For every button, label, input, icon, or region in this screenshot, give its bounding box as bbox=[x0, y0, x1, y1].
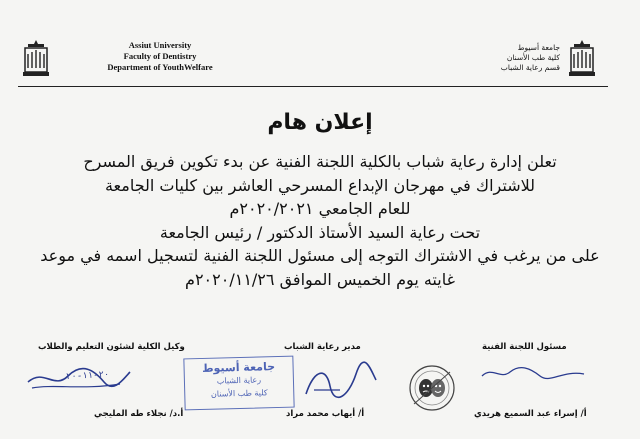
committee-title: مسئول اللجنة الفنية bbox=[482, 342, 567, 352]
university-crest-icon bbox=[20, 38, 52, 78]
university-name-ar: جامعة أسيوط bbox=[517, 43, 560, 52]
vice-dean-title: وكيل الكلية لشئون التعليم والطلاب bbox=[38, 342, 185, 352]
faculty-name-en: Faculty of Dentistry bbox=[123, 51, 197, 61]
body-line: تعلن إدارة رعاية شباب بالكلية اللجنة الفنية عن بدء تكوين فريق المسرح bbox=[83, 152, 557, 171]
header-divider bbox=[18, 86, 608, 87]
university-crest-right-icon bbox=[566, 38, 598, 78]
body-line: للعام الجامعي ٢٠٢٠/٢٠٢١م bbox=[229, 199, 411, 218]
arabic-letterhead bbox=[470, 43, 560, 73]
body-line: غايته يوم الخميس الموافق ٢٠٢٠/١١/٢٦م bbox=[185, 269, 455, 289]
theatre-masks-emblem-icon bbox=[404, 360, 460, 416]
announcement-title: إعلان هام bbox=[267, 110, 373, 135]
stamp-line-department: رعاية الشباب bbox=[216, 375, 262, 386]
stamp-line-university: جامعة أسيوط bbox=[201, 360, 276, 375]
committee-signature-icon bbox=[478, 362, 588, 384]
department-name-ar: قسم رعاية الشباب bbox=[500, 63, 560, 72]
stamp-line-faculty: كلية طب الأسنان bbox=[210, 388, 268, 399]
university-name-en: Assiut University bbox=[128, 40, 192, 50]
youth-director-title: مدير رعاية الشباب bbox=[284, 342, 361, 352]
announcement-body bbox=[22, 150, 618, 291]
committee-name: أ/ إسراء عبد السميع هريدي bbox=[474, 409, 587, 419]
body-line: تحت رعاية السيد الأستاذ الدكتور / رئيس الجامعة bbox=[159, 222, 481, 242]
department-name-en: Department of YouthWelfare bbox=[107, 62, 213, 72]
body-line: على من يرغب في الاشتراك التوجه إلى مسئول اللجنة الفنية لتسجيل اسمه في موعد bbox=[40, 246, 600, 265]
english-letterhead bbox=[70, 40, 250, 73]
official-stamp bbox=[183, 356, 294, 411]
faculty-name-ar: كلية طب الأسنان bbox=[506, 53, 560, 62]
youth-director-signature-icon bbox=[300, 360, 380, 402]
handwritten-date: ٢٠-١١-٢٠ bbox=[65, 369, 110, 383]
body-line: للاشتراك في مهرجان الإبداع المسرحي العاشر بين كليات الجامعة bbox=[104, 175, 536, 195]
youth-director-name: أ/ أيهاب محمد مراد bbox=[286, 409, 365, 419]
vice-dean-name: أ.د/ نجلاء طه المليجي bbox=[94, 409, 184, 419]
